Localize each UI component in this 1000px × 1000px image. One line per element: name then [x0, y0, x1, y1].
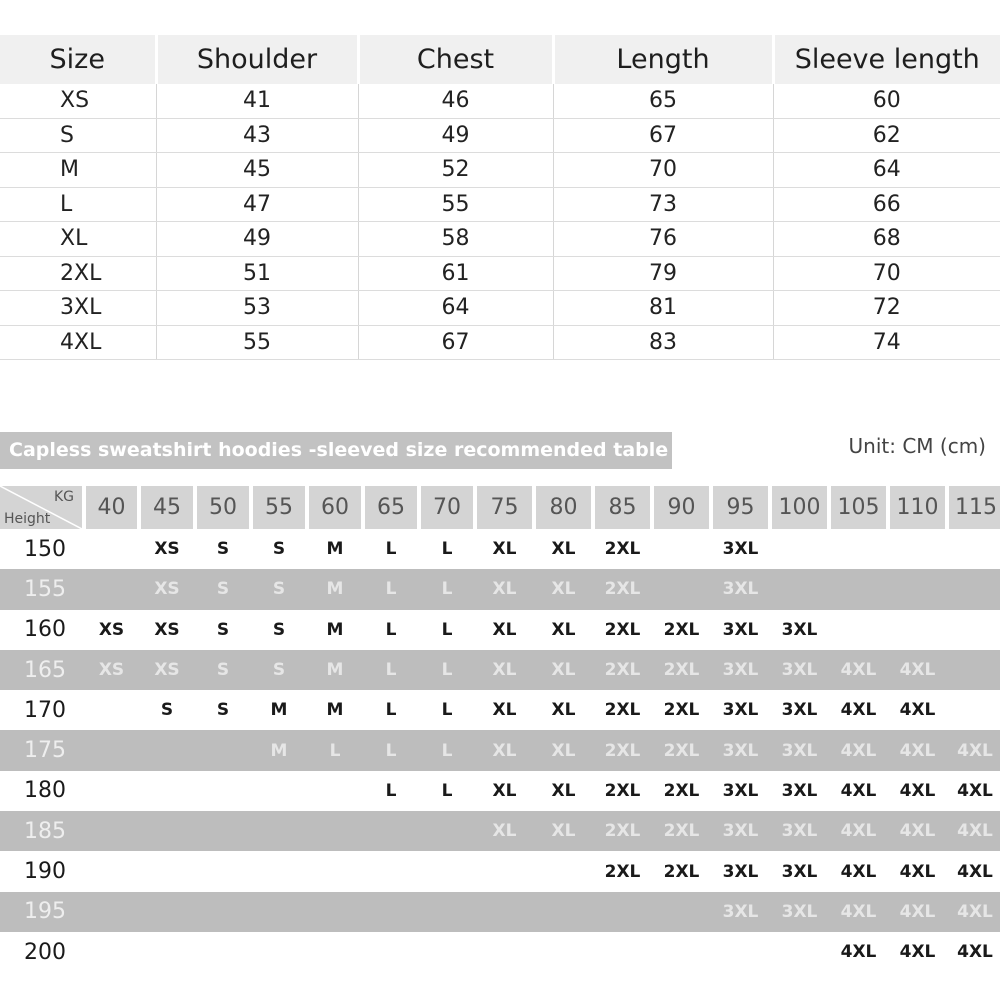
recommended-size-cell: 4XL: [957, 861, 993, 882]
recommended-size-cell: [711, 932, 770, 972]
size-label-cell: M: [0, 153, 156, 188]
recommended-size-cell: 3XL: [711, 811, 770, 851]
measurement-cell: 51: [156, 256, 358, 291]
recommended-size-cell: [419, 811, 475, 851]
recommended-size-cell: [475, 892, 534, 932]
recommended-size-cell: XL: [475, 569, 534, 609]
recommended-size-cell: [652, 892, 711, 932]
measurement-cell: 67: [553, 118, 773, 153]
recommended-size-cell: 4XL: [899, 942, 936, 963]
recommended-size-cell: 2XL: [593, 650, 652, 690]
recommended-size-cell: [307, 771, 363, 811]
height-label-cell: 150: [24, 536, 66, 562]
recommended-size-cell: [139, 932, 195, 972]
weight-header-row: [0, 486, 1000, 529]
recommended-size-cell: XS: [154, 539, 180, 560]
recommended-size-cell: L: [441, 700, 453, 721]
height-row: [0, 529, 1000, 569]
recommended-size-cell: 3XL: [711, 650, 770, 690]
recommended-size-cell: L: [385, 619, 397, 640]
recommended-size-cell: 2XL: [663, 619, 700, 640]
recommended-size-cell: [195, 730, 251, 770]
recommended-size-cell: [84, 851, 139, 891]
measurement-cell: 70: [773, 256, 1000, 291]
size-table-row: [0, 291, 1000, 326]
recommended-size-cell: [947, 529, 1000, 569]
recommended-size-cell: M: [307, 650, 363, 690]
recommended-size-cell: 2XL: [593, 569, 652, 609]
recommended-size-cell: XL: [551, 619, 576, 640]
recommended-size-cell: S: [195, 569, 251, 609]
recommended-size-cell: [195, 771, 251, 811]
height-row: [0, 730, 1000, 770]
measurement-cell: 60: [773, 84, 1000, 118]
height-row: [0, 650, 1000, 690]
height-label-cell: 175: [0, 730, 84, 770]
size-table-row: [0, 153, 1000, 188]
unit-label: Unit: CM (cm): [848, 434, 986, 458]
recommended-size-cell: L: [385, 700, 397, 721]
recommended-size-cell: [770, 569, 829, 609]
measurement-cell: 55: [156, 325, 358, 360]
recommended-size-cell: [251, 851, 307, 891]
recommended-size-cell: L: [441, 539, 453, 560]
measurement-cell: 53: [156, 291, 358, 326]
recommended-size-cell: [195, 811, 251, 851]
size-table-body: [0, 84, 1000, 360]
recommended-size-cell: XL: [551, 700, 576, 721]
recommended-size-cell: L: [441, 619, 453, 640]
recommended-size-cell: [419, 932, 475, 972]
recommended-size-cell: L: [385, 539, 397, 560]
recommended-size-cell: L: [363, 569, 419, 609]
height-label-cell: 190: [24, 859, 66, 885]
measurement-cell: 52: [358, 153, 553, 188]
weight-header-cell: 90: [652, 486, 711, 529]
recommended-size-cell: 2XL: [663, 700, 700, 721]
recommended-size-cell: S: [216, 539, 230, 560]
recommended-size-cell: 3XL: [722, 861, 759, 882]
recommended-size-cell: M: [326, 619, 344, 640]
height-label-cell: 180: [24, 778, 66, 804]
recommended-size-cell: [888, 610, 947, 650]
measurement-cell: 68: [773, 222, 1000, 257]
recommended-size-cell: 4XL: [888, 650, 947, 690]
measurement-cell: 67: [358, 325, 553, 360]
recommended-size-cell: [652, 932, 711, 972]
height-axis-label: Height: [4, 511, 51, 527]
weight-header-cell: 95: [711, 486, 770, 529]
recommended-size-cell: [307, 932, 363, 972]
recommended-size-cell: 4XL: [888, 730, 947, 770]
size-table-row: [0, 325, 1000, 360]
recommended-size-cell: 2XL: [604, 780, 641, 801]
recommended-size-cell: M: [326, 539, 344, 560]
recommended-size-cell: 3XL: [711, 892, 770, 932]
recommended-size-cell: 4XL: [947, 730, 1000, 770]
recommended-size-cell: [888, 529, 947, 569]
recommended-size-cell: [307, 851, 363, 891]
recommended-size-cell: XL: [475, 730, 534, 770]
height-row: [0, 690, 1000, 730]
recommended-size-cell: 4XL: [899, 700, 936, 721]
weight-header-cell: 55: [251, 486, 307, 529]
height-row: [0, 851, 1000, 891]
recommended-size-cell: [947, 650, 1000, 690]
height-label-cell: 165: [0, 650, 84, 690]
recommended-size-cell: M: [307, 569, 363, 609]
size-label-cell: XL: [0, 222, 156, 257]
recommended-size-cell: XL: [534, 650, 593, 690]
recommended-size-cell: [534, 851, 593, 891]
recommended-size-cell: 4XL: [840, 700, 877, 721]
measurement-cell: 49: [358, 118, 553, 153]
recommend-table-title: Capless sweatshirt hoodies -sleeved size recommended table: [0, 432, 672, 469]
recommended-size-cell: [307, 892, 363, 932]
recommended-size-cell: XL: [534, 811, 593, 851]
recommended-size-cell: 2XL: [663, 780, 700, 801]
weight-axis-label: KG: [53, 489, 74, 505]
recommended-size-cell: [251, 811, 307, 851]
recommended-size-cell: 2XL: [593, 730, 652, 770]
recommendation-body: [0, 529, 1000, 972]
recommended-size-cell: 2XL: [663, 861, 700, 882]
height-row: [0, 610, 1000, 650]
recommended-size-cell: XL: [551, 539, 576, 560]
recommended-size-cell: M: [251, 730, 307, 770]
height-label-cell: 170: [24, 697, 66, 723]
recommended-size-cell: [947, 610, 1000, 650]
weight-header-cell: 115: [947, 486, 1000, 529]
recommended-size-cell: 4XL: [957, 942, 993, 963]
recommended-size-cell: L: [385, 780, 397, 801]
measurement-cell: 55: [358, 187, 553, 222]
recommended-size-cell: 2XL: [652, 650, 711, 690]
recommended-size-cell: 3XL: [781, 700, 818, 721]
recommended-size-cell: [652, 529, 711, 569]
recommended-size-cell: 3XL: [781, 780, 818, 801]
recommended-size-cell: [829, 529, 888, 569]
recommended-size-cell: S: [195, 650, 251, 690]
recommended-size-cell: 2XL: [604, 539, 641, 560]
height-row: [0, 569, 1000, 609]
size-measurement-table: [0, 35, 1000, 360]
size-table-header-cell: Sleeve length: [773, 35, 1000, 84]
recommended-size-cell: L: [363, 650, 419, 690]
recommended-size-cell: 4XL: [947, 811, 1000, 851]
weight-header-cell: 105: [829, 486, 888, 529]
table-corner-cell: [0, 486, 84, 529]
recommended-size-cell: 3XL: [722, 700, 759, 721]
weight-header-cell: 85: [593, 486, 652, 529]
measurement-cell: 74: [773, 325, 1000, 360]
measurement-cell: 76: [553, 222, 773, 257]
recommended-size-cell: 3XL: [770, 892, 829, 932]
recommended-size-cell: [84, 529, 139, 569]
recommended-size-cell: [139, 730, 195, 770]
recommended-size-cell: 2XL: [652, 811, 711, 851]
recommended-size-cell: 4XL: [899, 861, 936, 882]
recommended-size-cell: XL: [475, 811, 534, 851]
recommended-size-cell: S: [216, 619, 230, 640]
recommended-size-cell: M: [326, 700, 344, 721]
size-table-header-cell: Chest: [358, 35, 553, 84]
recommended-size-cell: 2XL: [604, 700, 641, 721]
height-row: [0, 811, 1000, 851]
recommended-size-cell: 3XL: [781, 619, 818, 640]
measurement-cell: 61: [358, 256, 553, 291]
recommended-size-cell: [84, 771, 139, 811]
recommended-size-cell: [534, 932, 593, 972]
recommended-size-cell: XL: [492, 780, 517, 801]
recommended-size-cell: XS: [139, 650, 195, 690]
recommended-size-cell: 3XL: [711, 730, 770, 770]
recommended-size-cell: [251, 892, 307, 932]
recommended-size-cell: L: [363, 730, 419, 770]
recommended-size-cell: [363, 932, 419, 972]
measurement-cell: 58: [358, 222, 553, 257]
measurement-cell: 45: [156, 153, 358, 188]
weight-header-cell: 60: [307, 486, 363, 529]
recommended-size-cell: [534, 892, 593, 932]
size-label-cell: L: [0, 187, 156, 222]
recommended-size-cell: [593, 932, 652, 972]
weight-header-cell: 50: [195, 486, 251, 529]
recommended-size-cell: XS: [84, 650, 139, 690]
recommended-size-cell: [307, 811, 363, 851]
measurement-cell: 47: [156, 187, 358, 222]
recommended-size-cell: XL: [475, 650, 534, 690]
recommended-size-cell: [84, 811, 139, 851]
recommended-size-cell: 3XL: [722, 539, 759, 560]
size-table-row: [0, 187, 1000, 222]
size-table-row: [0, 84, 1000, 118]
recommended-size-cell: [251, 932, 307, 972]
recommended-size-cell: 2XL: [652, 730, 711, 770]
recommended-size-cell: [419, 851, 475, 891]
weight-header-cell: 40: [84, 486, 139, 529]
recommended-size-cell: L: [441, 780, 453, 801]
weight-header-cell: 75: [475, 486, 534, 529]
recommended-size-cell: 4XL: [829, 650, 888, 690]
recommended-size-cell: [363, 851, 419, 891]
measurement-cell: 79: [553, 256, 773, 291]
recommended-size-cell: [251, 771, 307, 811]
recommended-size-cell: [652, 569, 711, 609]
recommended-size-cell: S: [216, 700, 230, 721]
measurement-cell: 73: [553, 187, 773, 222]
recommended-size-cell: 3XL: [770, 811, 829, 851]
recommended-size-cell: 4XL: [829, 730, 888, 770]
recommended-size-cell: XS: [98, 619, 125, 640]
recommended-size-cell: 4XL: [829, 892, 888, 932]
recommended-size-cell: 3XL: [781, 861, 818, 882]
size-table-header-cell: Size: [0, 35, 156, 84]
recommended-size-cell: [829, 569, 888, 609]
recommended-size-cell: [139, 892, 195, 932]
recommended-size-cell: [195, 892, 251, 932]
recommended-size-cell: 4XL: [829, 811, 888, 851]
recommended-size-cell: [195, 851, 251, 891]
recommended-size-cell: [84, 932, 139, 972]
measurement-cell: 64: [358, 291, 553, 326]
recommended-size-cell: 4XL: [840, 861, 877, 882]
recommended-size-cell: XL: [492, 700, 517, 721]
weight-header-cell: 110: [888, 486, 947, 529]
recommended-size-cell: [363, 892, 419, 932]
recommended-size-cell: [84, 892, 139, 932]
recommended-size-cell: [829, 610, 888, 650]
size-table-header-cell: Shoulder: [156, 35, 358, 84]
recommended-size-cell: [593, 892, 652, 932]
weight-header-cell: 70: [419, 486, 475, 529]
recommended-size-cell: 4XL: [840, 942, 877, 963]
size-table-row: [0, 256, 1000, 291]
height-label-cell: 200: [24, 939, 66, 965]
height-row: [0, 771, 1000, 811]
recommended-size-cell: 4XL: [947, 892, 1000, 932]
recommended-size-cell: S: [272, 619, 286, 640]
measurement-cell: 43: [156, 118, 358, 153]
size-table-row: [0, 118, 1000, 153]
size-label-cell: 4XL: [0, 325, 156, 360]
recommended-size-cell: [770, 529, 829, 569]
size-label-cell: 3XL: [0, 291, 156, 326]
recommended-size-cell: S: [251, 650, 307, 690]
recommended-size-cell: M: [270, 700, 288, 721]
recommended-size-cell: XL: [492, 539, 517, 560]
measurement-cell: 41: [156, 84, 358, 118]
measurement-cell: 83: [553, 325, 773, 360]
recommended-size-cell: L: [307, 730, 363, 770]
size-label-cell: XS: [0, 84, 156, 118]
recommended-size-cell: [139, 811, 195, 851]
recommended-size-cell: [475, 851, 534, 891]
recommended-size-cell: S: [272, 539, 286, 560]
recommended-size-cell: [888, 569, 947, 609]
measurement-cell: 72: [773, 291, 1000, 326]
recommended-size-cell: [947, 569, 1000, 609]
recommended-size-cell: 3XL: [722, 619, 759, 640]
recommended-size-cell: [770, 932, 829, 972]
recommended-size-cell: 2XL: [604, 861, 641, 882]
measurement-cell: 66: [773, 187, 1000, 222]
recommended-size-cell: 4XL: [840, 780, 877, 801]
recommended-size-cell: L: [419, 569, 475, 609]
recommended-size-cell: S: [251, 569, 307, 609]
recommended-size-cell: XS: [139, 569, 195, 609]
size-table-header-cell: Length: [553, 35, 773, 84]
measurement-cell: 46: [358, 84, 553, 118]
recommended-size-cell: [84, 569, 139, 609]
recommended-size-cell: L: [419, 730, 475, 770]
measurement-cell: 64: [773, 153, 1000, 188]
measurement-cell: 81: [553, 291, 773, 326]
recommended-size-cell: [363, 811, 419, 851]
recommended-size-cell: [419, 892, 475, 932]
weight-header-cell: 80: [534, 486, 593, 529]
recommended-size-cell: S: [160, 700, 174, 721]
recommended-size-cell: XS: [154, 619, 180, 640]
recommended-size-cell: [139, 851, 195, 891]
size-recommendation-table: [0, 486, 1000, 972]
recommended-size-cell: XL: [534, 569, 593, 609]
size-table-header-row: [0, 35, 1000, 84]
recommended-size-cell: L: [419, 650, 475, 690]
recommended-size-cell: [195, 932, 251, 972]
size-label-cell: 2XL: [0, 256, 156, 291]
height-row: [0, 932, 1000, 972]
size-label-cell: S: [0, 118, 156, 153]
measurement-cell: 70: [553, 153, 773, 188]
size-table-row: [0, 222, 1000, 257]
recommended-size-cell: 4XL: [899, 780, 936, 801]
recommended-size-cell: [84, 690, 139, 730]
height-label-cell: 160: [24, 617, 66, 643]
recommended-size-cell: 3XL: [770, 730, 829, 770]
weight-header-cell: 65: [363, 486, 419, 529]
height-label-cell: 185: [0, 811, 84, 851]
measurement-cell: 49: [156, 222, 358, 257]
weight-header-cell: 45: [139, 486, 195, 529]
recommended-size-cell: XL: [534, 730, 593, 770]
recommended-size-cell: 2XL: [604, 619, 641, 640]
height-label-cell: 155: [0, 569, 84, 609]
measurement-cell: 62: [773, 118, 1000, 153]
recommended-size-cell: 4XL: [957, 780, 993, 801]
height-row: [0, 892, 1000, 932]
recommended-size-cell: 3XL: [722, 780, 759, 801]
recommended-size-cell: [139, 771, 195, 811]
recommended-size-cell: 3XL: [711, 569, 770, 609]
weight-header-cell: 100: [770, 486, 829, 529]
recommended-size-cell: 4XL: [888, 892, 947, 932]
height-label-cell: 195: [0, 892, 84, 932]
recommended-size-cell: 3XL: [770, 650, 829, 690]
recommended-size-cell: 4XL: [888, 811, 947, 851]
measurement-cell: 65: [553, 84, 773, 118]
recommended-size-cell: XL: [551, 780, 576, 801]
recommended-size-cell: XL: [492, 619, 517, 640]
recommended-size-cell: [84, 730, 139, 770]
recommended-size-cell: [475, 932, 534, 972]
recommended-size-cell: [947, 690, 1000, 730]
recommended-size-cell: 2XL: [593, 811, 652, 851]
